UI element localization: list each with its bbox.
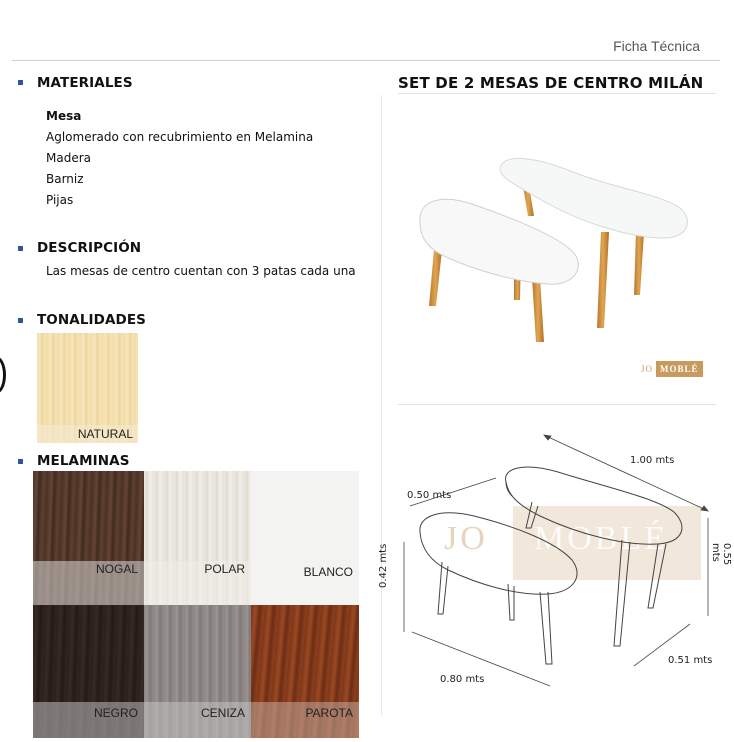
- section-divider: [398, 404, 716, 405]
- swatch-label: PAROTA: [305, 706, 353, 720]
- diagram-table-leg: [540, 592, 552, 664]
- table-leg: [532, 278, 544, 342]
- materiales-subtitle: Mesa: [46, 109, 82, 123]
- swatch-label: BLANCO: [303, 565, 353, 579]
- column-divider: [381, 95, 382, 715]
- materiales-item: Pijas: [46, 193, 74, 207]
- swatch-label: POLAR: [204, 562, 245, 576]
- table-leg: [597, 232, 609, 328]
- dimension-label: 0.42 mts: [378, 543, 389, 588]
- page-title: Ficha Técnica: [613, 38, 700, 54]
- title-underline: [398, 93, 716, 94]
- swatch-parota: [251, 605, 359, 738]
- descripcion-text: Las mesas de centro cuentan con 3 patas cada una: [46, 264, 356, 278]
- header-divider: [12, 60, 720, 61]
- swatch-label: NEGRO: [93, 706, 138, 720]
- product-image: [398, 150, 698, 350]
- swatch-label: NOGAL: [95, 562, 138, 576]
- table-leg: [634, 232, 644, 295]
- swatch-blanco: [251, 471, 359, 605]
- watermark-moble: MOBLÉ: [534, 520, 668, 557]
- descripcion-bullet: [18, 246, 23, 251]
- materiales-item: Aglomerado con recubrimiento en Melamina: [46, 130, 314, 144]
- swatch-natural: [37, 333, 138, 443]
- swatch-polar: [144, 471, 251, 605]
- diagram-table-leg: [438, 562, 448, 614]
- diagram-table-top: [420, 513, 577, 594]
- brand-jo: JO: [641, 364, 654, 374]
- diagram-table-leg: [526, 502, 538, 528]
- brand-logo: [641, 361, 703, 377]
- materiales-item: Madera: [46, 151, 91, 165]
- table-top: [420, 199, 578, 284]
- materiales-title: MATERIALES: [37, 75, 133, 91]
- swatch-nogal: [33, 471, 144, 605]
- dimension-diagram: [388, 420, 728, 710]
- swatch-label: CENIZA: [200, 706, 245, 720]
- materiales-bullet: [18, 80, 23, 85]
- descripcion-title: DESCRIPCIÓN: [37, 240, 142, 256]
- product-title: SET DE 2 MESAS DE CENTRO MILÁN: [398, 74, 704, 92]
- diagram-table-top: [506, 467, 682, 544]
- tonalidades-bullet: [18, 318, 23, 323]
- dimension-label: 0.51 mts: [668, 655, 713, 666]
- tonalidades-title: TONALIDADES: [37, 312, 146, 328]
- dimension-label: 0.55 mts: [710, 543, 732, 566]
- diagram-table-leg: [614, 540, 630, 646]
- melaminas-title: MELAMINAS: [37, 453, 130, 469]
- arrowhead: [701, 506, 708, 511]
- dimension-label: 0.80 mts: [440, 674, 485, 685]
- diagram-table-leg: [508, 584, 514, 620]
- table-leg: [429, 250, 442, 306]
- arrowhead: [544, 435, 551, 440]
- dimension-label: 1.00 mts: [630, 455, 675, 466]
- melaminas-bullet: [18, 459, 23, 464]
- brand-moble: MOBLÉ: [656, 361, 703, 377]
- materiales-item: Barniz: [46, 172, 84, 186]
- dimension-line: [546, 436, 706, 510]
- diagram-table-leg: [648, 544, 666, 608]
- dimension-label: 0.50 mts: [407, 490, 452, 501]
- swatch-ceniza: [144, 605, 251, 738]
- swatch-negro: [33, 605, 144, 738]
- swatch-label: NATURAL: [77, 427, 133, 441]
- watermark-jo: JO: [444, 520, 488, 557]
- edge-fragment: [0, 356, 6, 394]
